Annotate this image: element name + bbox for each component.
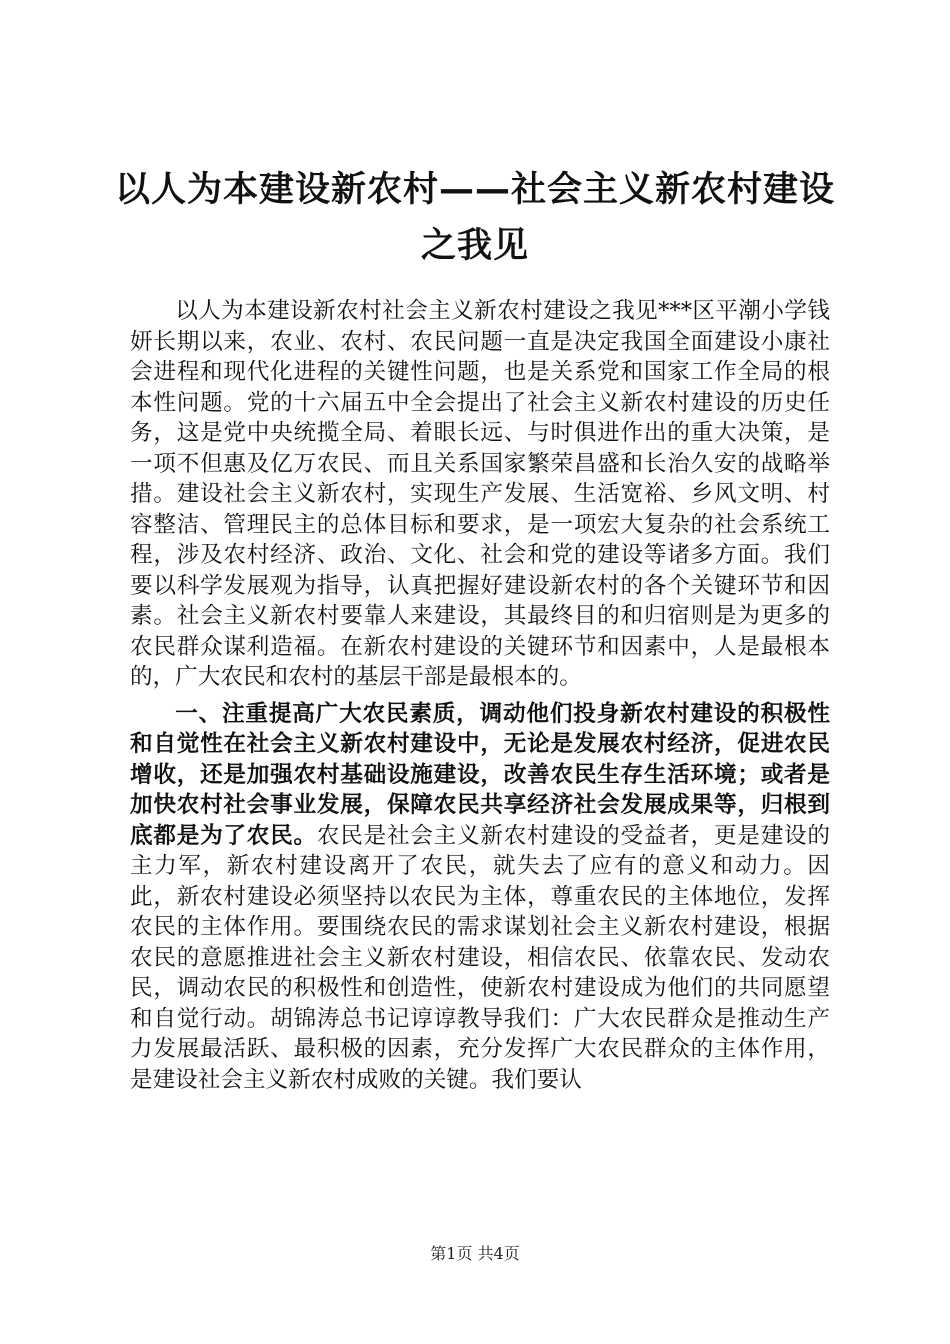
paragraph-intro: 以人为本建设新农村社会主义新农村建设之我见***区平潮小学钱妍长期以来，农业、农村、农民问题一直是决定我国全面建设小康社会进程和现代化进程的关键性问题，也是关系党和国家工作全局的根本性问题。党的十六届五中全会提出了社会主义新农村建设的历史任务，这是党中央统揽全局、着眼长远、与时俱进作出的重大决策，是一项不但惠及亿万农民、而且关系国家繁荣昌盛和长治久安的战略举措。建设社会主义新农村，实现生产发展、生活宽裕、乡风文明、村容整洁、管理民主的总体目标和要求，是一项宏大复杂的社会系统工程，涉及农村经济、政治、文化、社会和党的建设等诸多方面。我们要以科学发展观为指导，认真把握好建设新农村的各个关键环节和因素。社会主义新农村要靠人来建设，其最终目的和归宿则是为更多的农民群众谋利造福。在新农村建设的关键环节和因素中，人是最根本的，广大农民和农村的基层干部是最根本的。 — [130, 298, 830, 690]
section-one-heading: 一、注重提高广大农民素质，调动他们投身新农村建设的积极性和自觉性在社会主义新农村建设中，无论是发展农村经济，促进农民增收，还是加强农村基础设施建设，改善农民生存生活环境；或者是加快农村社会事业发展，保障农民共享经济社会发展成果等，归根到底都是为了农民。 — [130, 700, 830, 849]
document-title-line-1: 以人为本建设新农村——社会主义新农村建设 — [114, 170, 835, 210]
page-number-footer: 第1页 共4页 — [430, 1244, 520, 1263]
paragraph-section-one — [130, 699, 830, 1096]
document-title-line-2: 之我见 — [420, 226, 529, 266]
section-one-text: 农民是社会主义新农村建设的受益者，更是建设的主力军，新农村建设离开了农民，就失去了应有的意义和动力。因此，新农村建设必须坚持以农民为主体，尊重农民的主体地位，发挥农民的主体作用。要围绕农民的需求谋划社会主义新农村建设，根据农民的意愿推进社会主义新农村建设，相信农民、依靠农民、发动农民，调动农民的积极性和创造性，使新农村建设成为他们的共同愿望和自觉行动。胡锦涛总书记谆谆教导我们：广大农民群众是推动生产力发展最活跃、最积极的因素，充分发挥广大农民群众的主体作用，是建设社会主义新农村成败的关键。我们要认 — [130, 822, 831, 1093]
document-body — [130, 296, 830, 1095]
